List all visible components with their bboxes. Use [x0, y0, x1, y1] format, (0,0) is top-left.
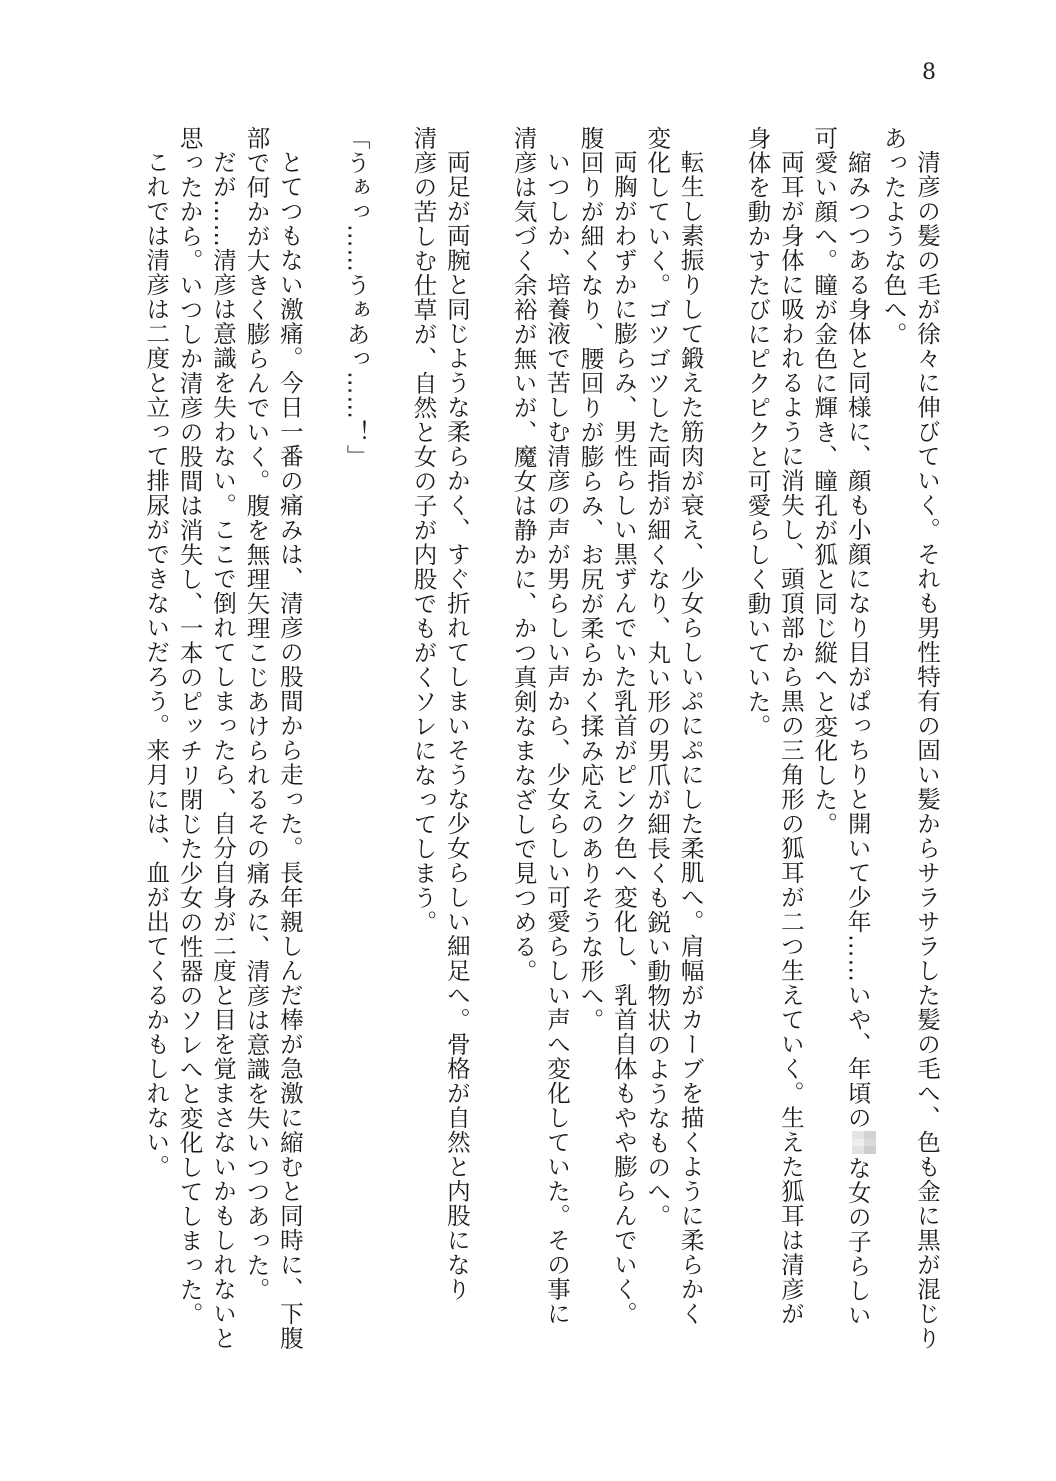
text-line: これでは清彦は二度と立って排尿ができないだろう。来月には、血が出てくるかもしれない。	[142, 149, 171, 1179]
blank-line	[306, 126, 339, 136]
dialogue-line: 「うぁっ……うぁあっ……！」	[342, 126, 371, 469]
text-line: 清彦の髪の毛が徐々に伸びていく。それも男性特有の固い髪からサラサラした髪の毛へ、色も金に黒が混じり	[913, 149, 941, 1350]
blank-line	[707, 126, 740, 136]
text-segment: 縮みつつある身体と同様に、顔も小顔になり目がぱっちりと開いて少年……いや、年頃の	[843, 149, 872, 1130]
text-line: 清彦は気づく余裕が無いが、魔女は静かに、かつ真剣なまなざしで見つめる。	[509, 126, 538, 984]
vertical-text-body	[139, 126, 943, 1416]
text-line: とてつもない激痛。今日一番の痛みは、清彦の股間から走った。長年親しんだ棒が急激に縮むと同時に、下腹	[275, 149, 304, 1350]
censor-mosaic	[852, 1131, 876, 1155]
text-line: いつしか、培養液で苦しむ清彦の声が男らしい声から、少女らしい可愛らしい声へ変化していた。その事に	[543, 149, 572, 1326]
text-line: 両胸がわずかに膨らみ、男性らしい黒ずんでいた乳首がピンク色へ変化し、乳首自体もやや膨らんでいく。	[609, 149, 638, 1326]
text-line: 思ったから。いつしか清彦の股間は消失し、一本のピッチリ閉じた少女の性器のソレへと変化してしまった。	[175, 126, 204, 1327]
text-line: 変化していく。ゴツゴツした両指が細くなり、丸い形の男爪が細長くも鋭い動物状のようなものへ。	[643, 126, 672, 1229]
blank-line	[473, 126, 506, 136]
text-line: あったような色へ。	[879, 126, 908, 347]
text-line	[840, 126, 876, 1416]
text-line: 転生し素振りして鍛えた筋肉が衰え、少女らしいぷにぷにした柔肌へ。肩幅がカーブを描くように柔らかく	[676, 149, 705, 1326]
text-line: 可愛い顔へ。瞳が金色に輝き、瞳孔が狐と同じ縦へと変化した。	[810, 126, 839, 837]
text-line: 部で何かが大きく膨らんでいく。腹を無理矢理こじあけられるその痛みに、清彦は意識を失いつつあった。	[242, 126, 271, 1302]
text-segment: な女の子らしい	[843, 1155, 872, 1327]
text-line: だが……清彦は意識を失わない。ここで倒れてしまったら、自分自身が二度と目を覚まさないかもしれないと	[209, 149, 238, 1350]
blank-line	[373, 126, 406, 136]
text-line: 身体を動かすたびにピクピクと可愛らしく動いていた。	[743, 126, 772, 739]
text-line: 両足が両腕と同じような柔らかく、すぐ折れてしまいそうな少女らしい細足へ。骨格が自然と内股になり	[442, 149, 471, 1301]
text-line: 清彦の苦しむ仕草が、自然と女の子が内股でもがくソレになってしまう。	[409, 126, 438, 935]
text-line: 両耳が身体に吸われるように消失し、頭頂部から黒の三角形の狐耳が二つ生えていく。生えた狐耳は清彦が	[776, 149, 805, 1326]
text-line: 腹回りが細くなり、腰回りが膨らみ、お尻が柔らかく揉み応えのありそうな形へ。	[576, 126, 605, 1033]
page-number: 8	[922, 60, 936, 85]
